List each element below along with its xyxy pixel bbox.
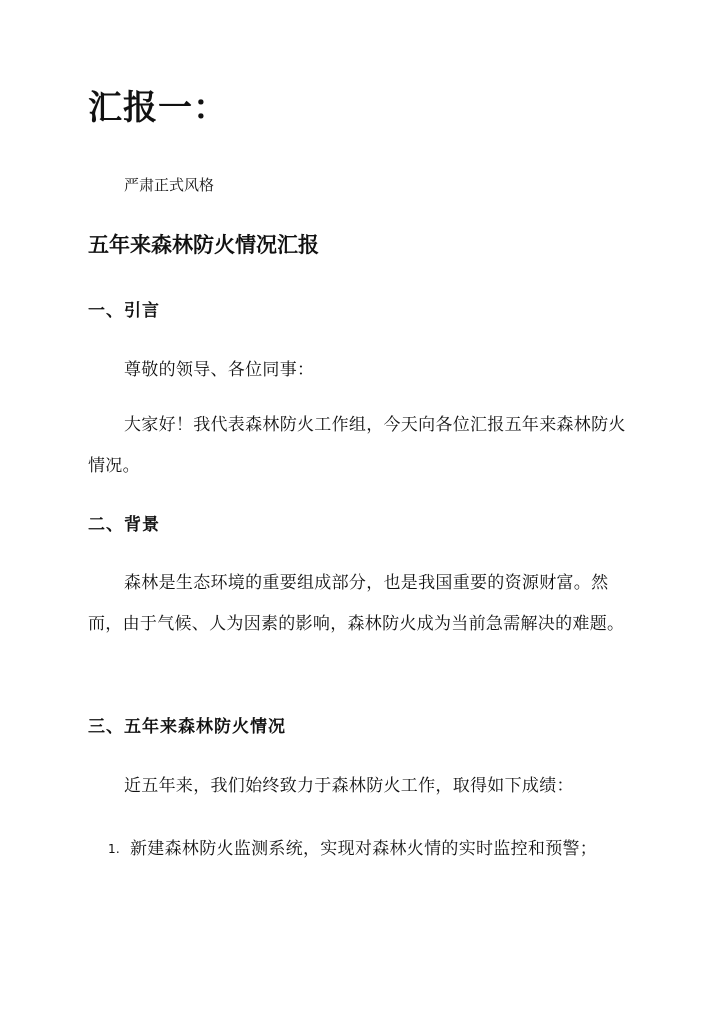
achievements-list	[88, 827, 636, 871]
paragraph-achievements-intro: 近五年来，我们始终致力于森林防火工作，取得如下成绩：	[124, 776, 574, 796]
paragraph-greeting: 尊敬的领导、各位同事：	[124, 360, 315, 380]
list-item	[88, 827, 636, 871]
document-title: 五年来森林防火情况汇报	[88, 233, 319, 257]
paragraph-background: 森林是生态环境的重要组成部分，也是我国重要的资源财富。然而，由于气候、人为因素的影响，森林防火成为当前急需解决的难题。	[88, 573, 625, 634]
list-item-text: 新建森林防火监测系统，实现对森林火情的实时监控和预警；	[130, 839, 598, 859]
section-heading-introduction: 一、引言	[88, 301, 160, 321]
report-heading: 汇报一：	[88, 88, 228, 128]
list-item-number: 1.	[108, 842, 121, 856]
section-heading-background: 二、背景	[88, 515, 160, 535]
style-note: 严肃正式风格	[124, 176, 215, 194]
paragraph-opening: 大家好！我代表森林防火工作组，今天向各位汇报五年来森林防火情况。	[88, 415, 626, 476]
section-heading-five-year-situation: 三、五年来森林防火情况	[88, 717, 286, 737]
